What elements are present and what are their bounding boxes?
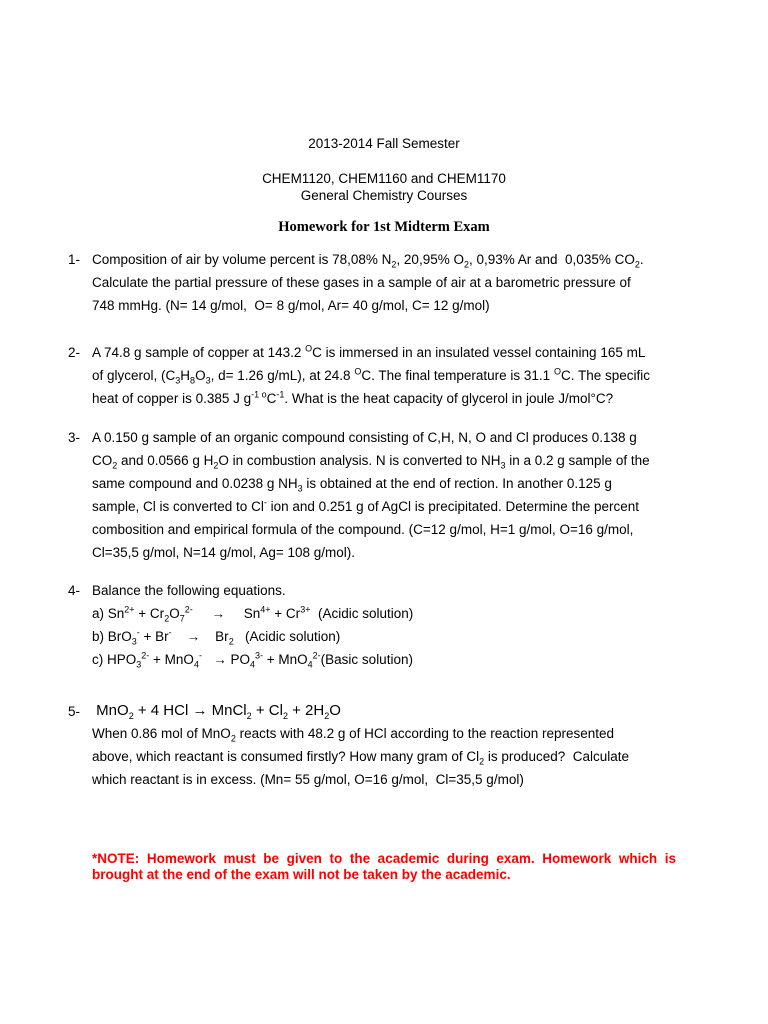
program-line: General Chemistry Courses <box>300 188 468 203</box>
courses-line: CHEM1120, CHEM1160 and CHEM1170 <box>262 171 506 186</box>
page-title: Homework for 1st Midterm Exam <box>278 219 490 235</box>
question-2-text: A 74.8 g sample of copper at 143.2 $^O$C is immersed in an insulated vessel containing 165 mL of glycerol, ($C_3H_8O_3$, d= 1.26 g/mL), at 24.8 $^O$C. The final temperature is 31.1 $^O$C. The specific heat of copper is 0.385 J $g^{-1 o}C^{-1}$. What is the heat capacity of glycerol in joule J/mol°C? <box>92 343 650 406</box>
semester-line: 2013-2014 Fall Semester <box>308 136 460 151</box>
question-number: 3- <box>68 430 81 445</box>
question-number: 4- <box>68 583 81 598</box>
question-number: 5- <box>68 704 81 719</box>
question-4-text: Balance the following equations. a) $Sn^{2+} + Cr_2O_7^{2-}$ → $Sn^{4+} + Cr^{3+}$ (Acidic solution) b) BrO$_3$- + Br- → $Br_2$ (Acidic solution) c) $HPO_3^{2-} + MnO_4^- \to PO_4^{3-}$ + MnO$_4^{2-}$(Basic solution) <box>92 583 414 670</box>
question-1-text: Composition of air by volume percent is 78,08% $N_2$, 20,95% $O_2$, 0,93% Ar and 0,035% $CO_2$. Calculate the partial pressure of these gases in a sample of air at a barometric pressure of 748 mmHg. (N= 14 g/mol, O= 8 g/mol, Ar= 40 g/mol, C= 12 g/mol) <box>92 252 644 313</box>
question-3-text: A 0.150 g sample of an organic compound consisting of C,H, N, O and Cl produces 0.138 g $CO_2$ and 0.0566 g $H_2O$ in combustion analysis. N is converted to $NH_3$ in a 0.2 g sample of the same compound and 0.0238 g $NH_3$ is obtained at the end of rection. In another 0.125 g sample, Cl is converted to Cl- ion and 0.251 g of AgCl is precipitated. Determine the percent combosition and empirical formula of the compound. (C=12 g/mol, H=1 g/mol, O=16 g/mol, Cl=35,5 g/mol, N=14 g/mol, Ag= 108 g/mol). <box>92 430 650 560</box>
question-number: 2- <box>68 345 81 360</box>
question-number: 1- <box>68 252 81 267</box>
question-5-text: MnO$_2$ + 4 HCl → MnCl$_2$ + $Cl_2 + 2H_2O$ When 0.86 mol of MnO$_2$ reacts with 48.2 g of HCl according to the reaction represented above, which reactant is consumed firstly? How many gram of $Cl_2$ is produced? Calculate which reactant is in excess. (Mn= 55 g/mol, O=16 g/mol, Cl=35,5 g/mol) <box>92 702 630 787</box>
homework-note: *NOTE: Homework must be given to the academic during exam. Homework which is brought at the end of the exam will not be taken by the academic. <box>92 851 676 882</box>
